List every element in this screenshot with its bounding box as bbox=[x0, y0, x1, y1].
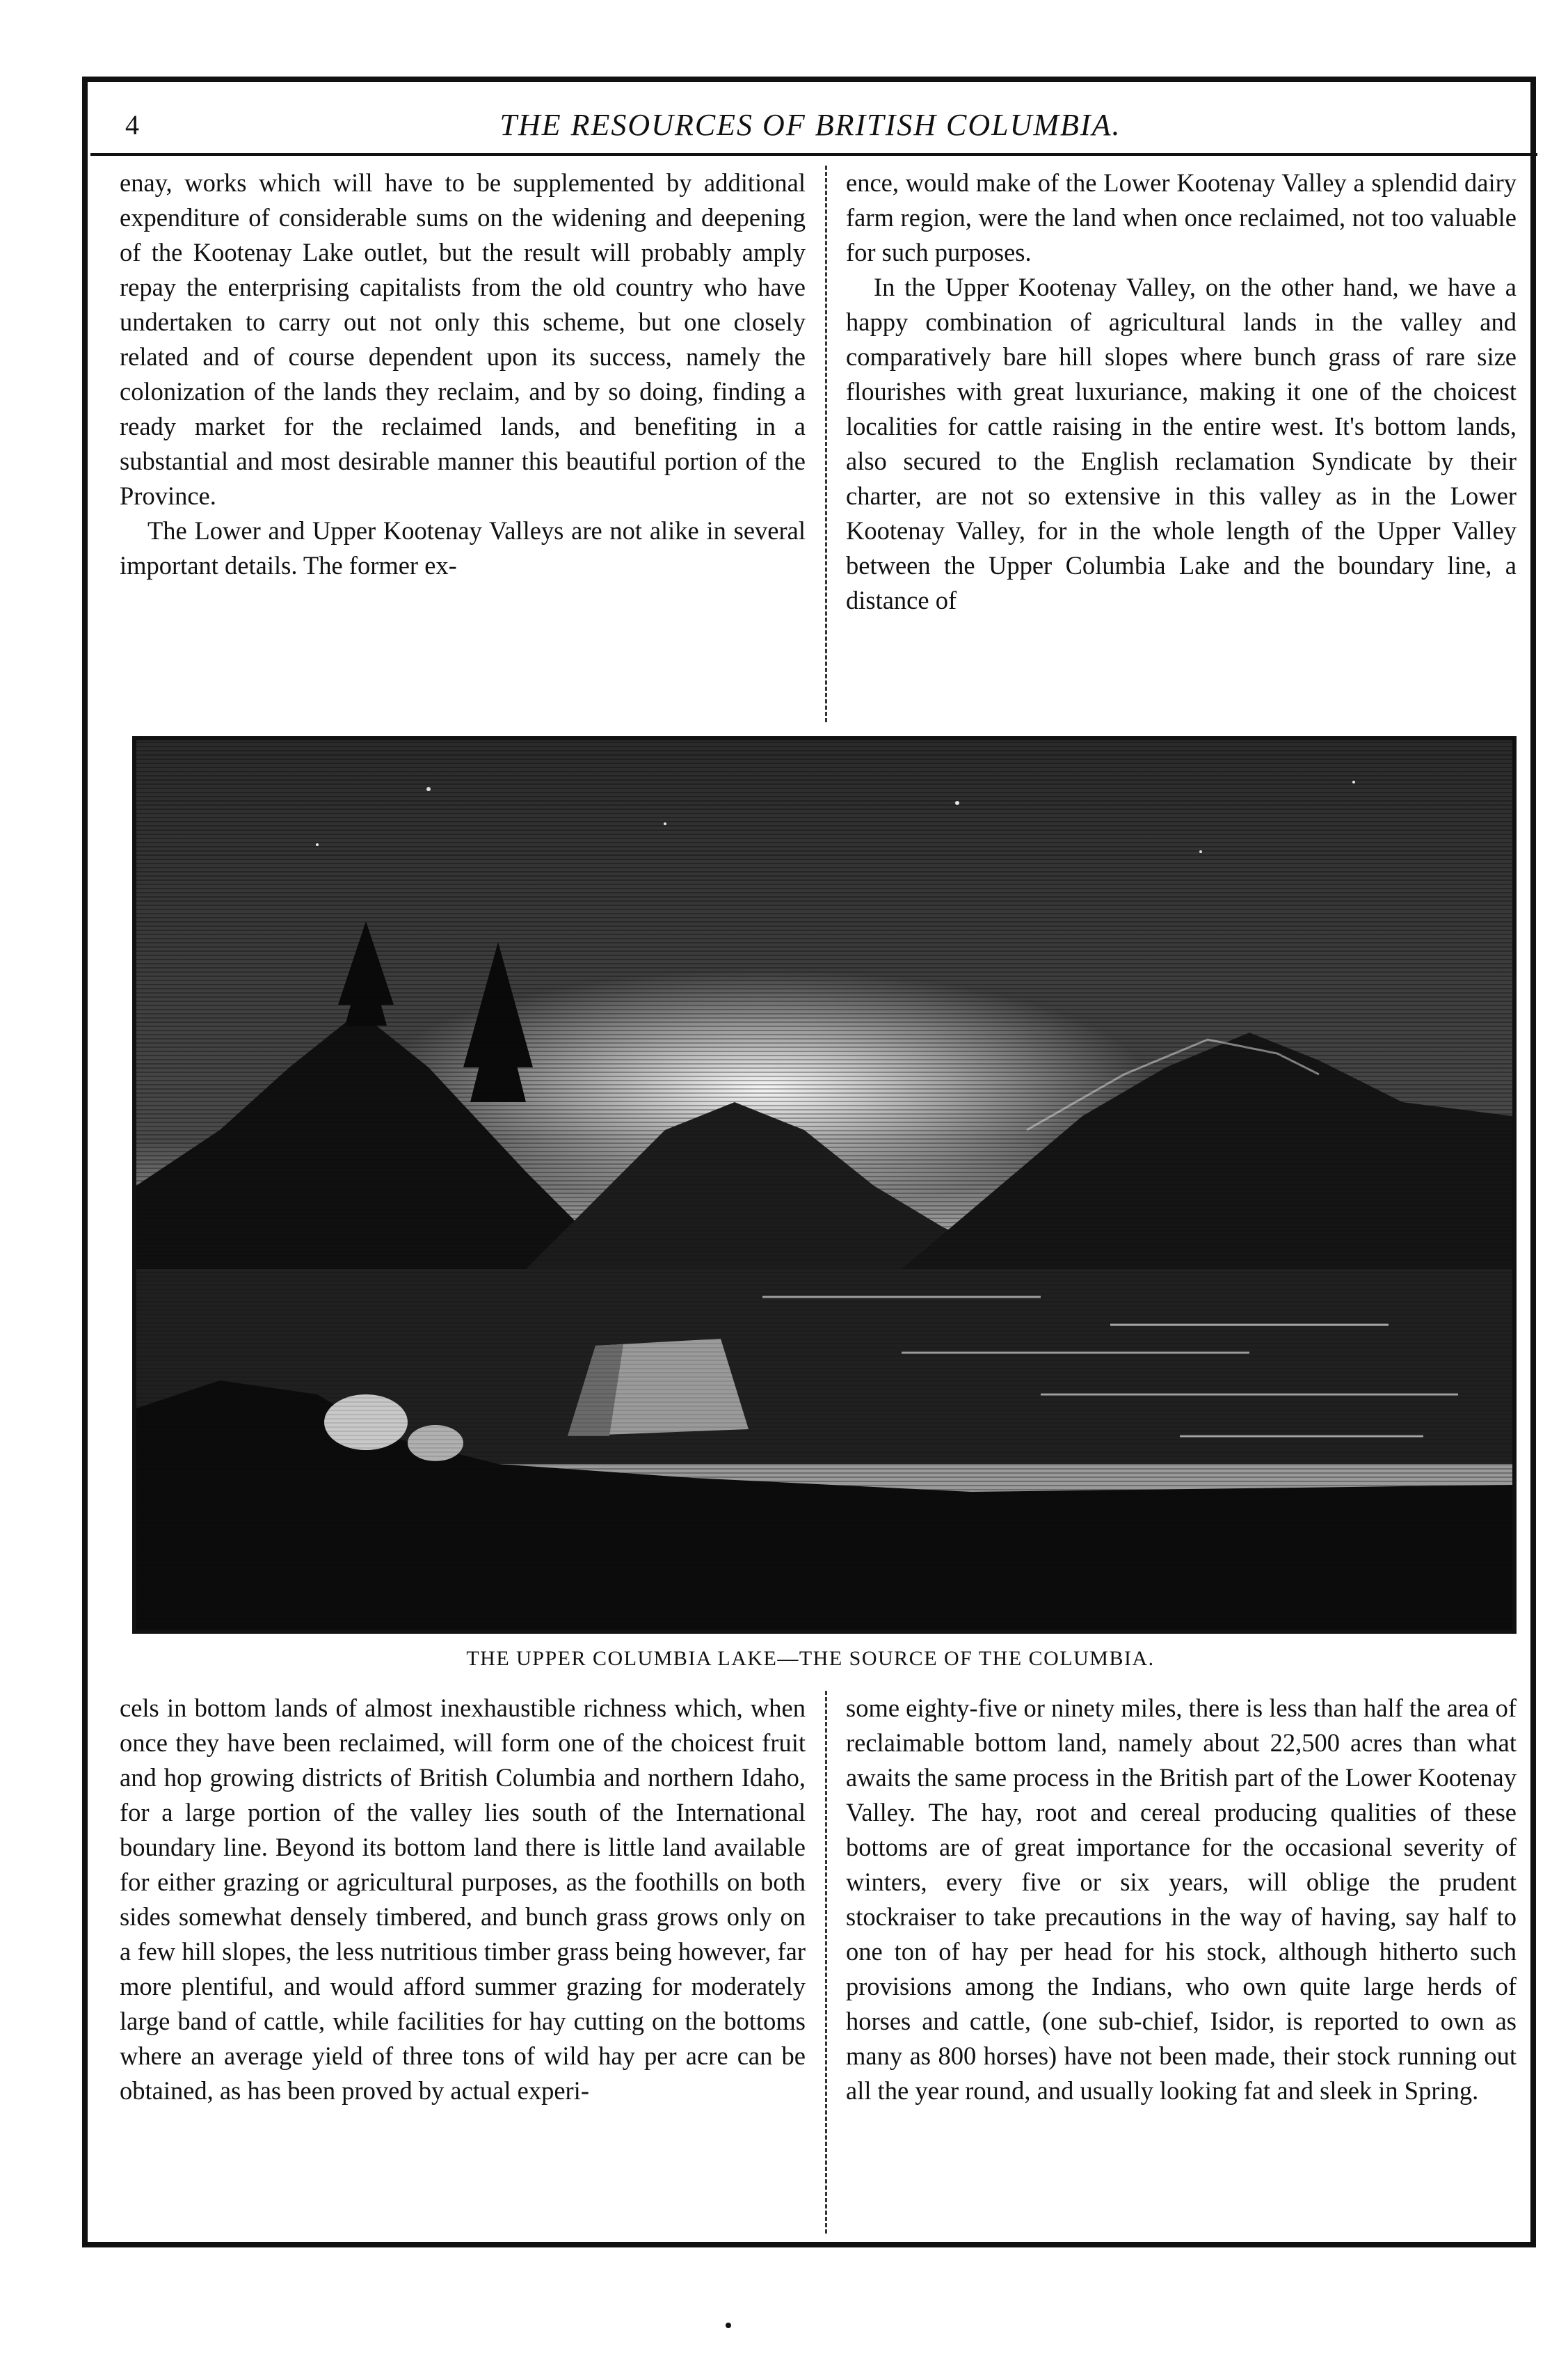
paragraph: some eighty-five or ninety miles, there is less than half the area of reclaimable bottom land, namely about 22,500 acres than what awaits the same process in the British part of the Lower Kootenay Valley. The hay, root and cereal producing qualities of these bottoms are of great importance for the occasional severity of winters, every five or six years, will oblige the prudent stockraiser to take precautions in the way of having, say half to one ton of hay per head for his stock, although hitherto such provisions among the Indians, who own quite large herds of horses and cattle, (one sub-chief, Isidor, is reported to own as many as 800 horses) have not been made, their stock running out all the year round, and usually looking fat and sleek in Spring. bbox=[846, 1694, 1517, 2105]
ink-speck bbox=[726, 2323, 731, 2328]
column-bottom-left bbox=[120, 1691, 806, 2234]
column-divider bbox=[825, 1691, 827, 2234]
page-number: 4 bbox=[125, 109, 139, 141]
column-top-right bbox=[846, 166, 1517, 722]
paragraph: cels in bottom lands of almost inexhaustible richness which, when once they have been reclaimed, will form one of the choicest fruit and hop growing districts of British Columbia and northern Idaho, for a large portion of the valley lies south of the International boundary line. Beyond its bottom land there is little land available for either grazing or agricultural purposes, as the foothills on both sides somewhat densely timbered, and bunch grass grows only on a few hill slopes, the less nutritious timber grass being however, far more plentiful, and would afford summer grazing for moderately large band of cattle, while facilities for hay cutting on the bottoms where an average yield of three tons of wild hay per acre can be obtained, as has been proved by actual experi- bbox=[120, 1694, 806, 2105]
page-header bbox=[125, 104, 1496, 153]
paragraph: The Lower and Upper Kootenay Valleys are not alike in several important details. The former ex- bbox=[120, 516, 806, 580]
engraving-image bbox=[136, 740, 1512, 1630]
paragraph: ence, would make of the Lower Kootenay Valley a splendid dairy farm region, were the land when once reclaimed, not too valuable for such purposes. bbox=[846, 168, 1517, 266]
illustration-caption: THE UPPER COLUMBIA LAKE—THE SOURCE OF THE COLUMBIA. bbox=[466, 1647, 1155, 1670]
paragraph: In the Upper Kootenay Valley, on the other hand, we have a happy combination of agricultural lands in the valley and comparatively bare hill slopes where bunch grass of rare size flourishes with great luxuriance, making it one of the choicest localities for cattle raising in the entire west. It's bottom lands, also secured to the English reclamation Syndicate by their charter, are not so extensive in this valley as in the Lower Kootenay Valley, for in the whole length of the Upper Valley between the Upper Columbia Lake and the boundary line, a distance of bbox=[846, 273, 1517, 614]
paragraph: enay, works which will have to be supplemented by additional expenditure of considerable sums on the widening and deepening of the Kootenay Lake outlet, but the result will probably amply repay the enterprising capitalists from the old country who have undertaken to carry out not only this scheme, but one closely related and of course dependent upon its success, namely the colonization of the lands they reclaim, and by so doing, finding a ready market for the reclaimed lands, and benefiting in a substantial and most desirable manner this beautiful portion of the Province. bbox=[120, 168, 806, 510]
column-top-left bbox=[120, 166, 806, 722]
column-bottom-right bbox=[846, 1691, 1517, 2234]
column-divider bbox=[825, 166, 827, 722]
header-rule bbox=[90, 153, 1537, 156]
running-title: THE RESOURCES OF BRITISH COLUMBIA. bbox=[499, 108, 1121, 142]
lake-engraving-illustration bbox=[132, 736, 1517, 1634]
